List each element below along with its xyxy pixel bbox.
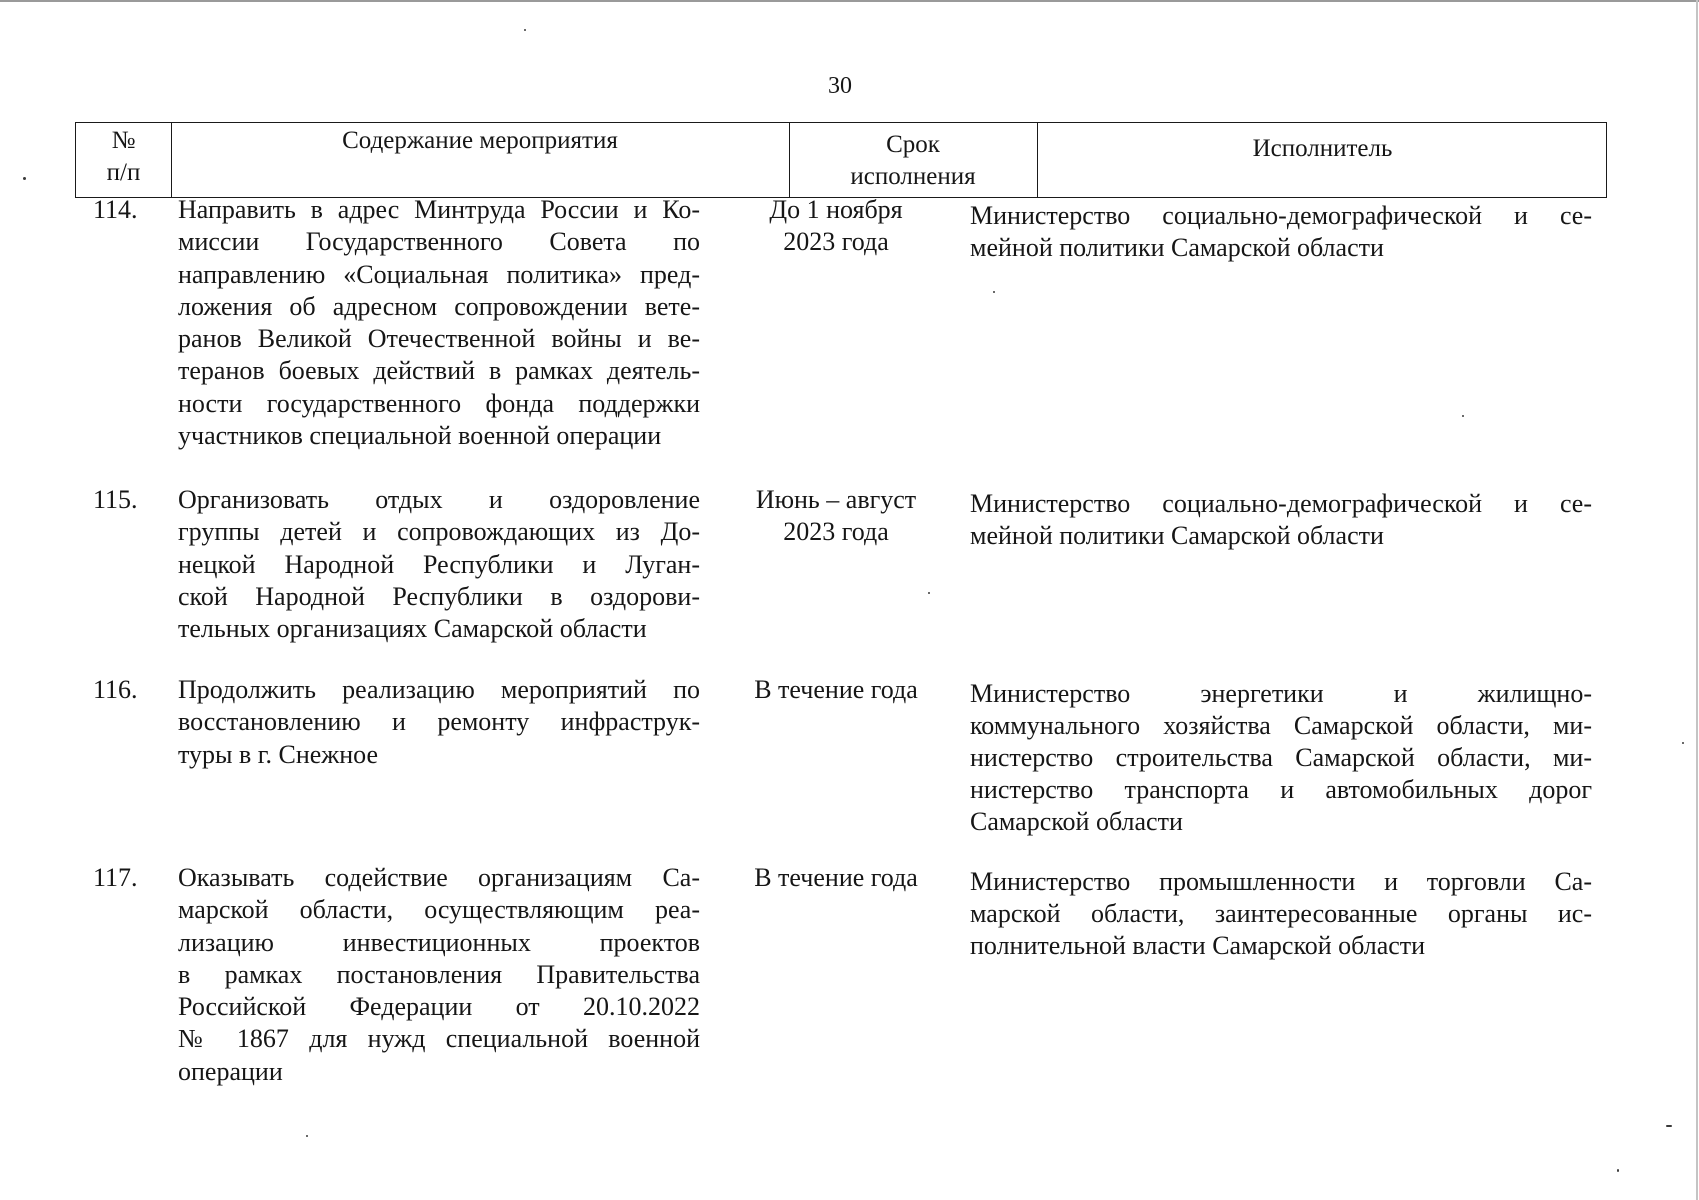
- executor-line: Министерство энергетики и жилищно-: [970, 679, 1592, 708]
- header-number-line: п/п: [106, 159, 141, 186]
- content-line: восстановлению и ремонту инфраструк-: [178, 707, 700, 737]
- term-line: В течение года: [754, 863, 918, 892]
- content-line: ранов Великой Отечественной войны и ве-: [178, 324, 700, 354]
- row-executor: [970, 678, 1592, 838]
- content-line: № 1867 для нужд специальной военной: [178, 1024, 700, 1054]
- term-line: В течение года: [754, 675, 918, 704]
- content-line: тельных организациях Самарской области: [178, 614, 647, 644]
- content-line: марской области, осуществляющим реа-: [178, 895, 700, 925]
- row-content: [178, 194, 700, 452]
- executor-line: мейной политики Самарской области: [970, 521, 1384, 550]
- row-executor: [970, 488, 1592, 552]
- header-term-line: исполнения: [850, 163, 976, 190]
- scan-speck: [928, 592, 930, 594]
- executor-line: Министерство промышленности и торговли Са-: [970, 867, 1592, 896]
- content-line: миссии Государственного Совета по: [178, 227, 700, 257]
- content-line: Направить в адрес Минтруда России и Ко-: [178, 195, 700, 224]
- content-line: направлению «Социальная политика» пред-: [178, 259, 700, 289]
- header-number: [76, 123, 171, 197]
- row-executor: [970, 866, 1592, 962]
- term-line: Июнь – август: [755, 485, 917, 514]
- executor-line: нистерство строительства Самарской области, ми-: [970, 743, 1592, 772]
- content-line: Продолжить реализацию мероприятий по: [178, 675, 700, 704]
- row-number: 117.: [93, 863, 138, 892]
- row-term: [728, 862, 944, 894]
- executor-line: Самарской области: [970, 807, 1183, 836]
- scan-speck: [1666, 1125, 1672, 1127]
- term-line: 2023 года: [783, 227, 889, 256]
- executor-line: полнительной власти Самарской области: [970, 931, 1426, 960]
- content-line: Организовать отдых и оздоровление: [178, 485, 700, 514]
- content-line: в рамках постановления Правительства: [178, 959, 700, 989]
- scan-speck: [23, 177, 26, 180]
- row-term: [728, 674, 944, 706]
- content-line: теранов боевых действий в рамках деятель-: [178, 356, 700, 386]
- executor-line: мейной политики Самарской области: [970, 233, 1384, 262]
- executor-line: Министерство социально-демографической и се-: [970, 201, 1592, 230]
- row-term: [728, 194, 944, 258]
- executor-line: коммунального хозяйства Самарской области, ми-: [970, 711, 1592, 740]
- content-line: туры в г. Снежное: [178, 739, 379, 769]
- content-line: группы детей и сопровождающих из До-: [178, 517, 700, 547]
- header-number-line: №: [111, 127, 136, 154]
- header-term: [789, 123, 1037, 197]
- term-line: 2023 года: [783, 517, 889, 546]
- row-term: [728, 484, 944, 548]
- content-line: ложения об адресном сопровождении вете-: [178, 291, 700, 321]
- content-line: Оказывать содействие организациям Са-: [178, 863, 700, 892]
- scan-edge-top: [0, 0, 1699, 2]
- row-content: [178, 674, 700, 771]
- scan-speck: [524, 29, 526, 31]
- header-content: Содержание мероприятия: [342, 127, 618, 154]
- executor-line: марской области, заинтересованные органы ис-: [970, 899, 1592, 928]
- header-term-line: Срок: [886, 131, 940, 158]
- content-line: участников специальной военной операции: [178, 421, 662, 451]
- scan-edge-right: [1696, 0, 1698, 1200]
- row-content: [178, 484, 700, 645]
- content-line: лизацию инвестиционных проектов: [178, 927, 700, 957]
- row-number: 114.: [93, 195, 138, 224]
- scan-speck: [1682, 742, 1684, 744]
- scan-speck: [993, 291, 995, 293]
- content-line: ности государственного фонда поддержки: [178, 388, 700, 418]
- row-executor: [970, 200, 1592, 264]
- page-number: 30: [828, 73, 852, 99]
- row-number: 116.: [93, 675, 138, 704]
- content-line: ской Народной Республики в оздорови-: [178, 581, 700, 611]
- header-executor: Исполнитель: [1252, 135, 1393, 162]
- content-line: Российской Федерации от 20.10.2022: [178, 992, 700, 1022]
- row-number: 115.: [93, 485, 138, 514]
- term-line: До 1 ноября: [769, 195, 903, 224]
- executor-line: Министерство социально-демографической и се-: [970, 489, 1592, 518]
- scan-speck: [1462, 415, 1464, 417]
- executor-line: нистерство транспорта и автомобильных дорог: [970, 775, 1592, 804]
- scan-speck: [1617, 1169, 1619, 1172]
- scan-speck: [306, 1135, 308, 1137]
- content-line: операции: [178, 1056, 283, 1086]
- table-header: [75, 122, 1607, 198]
- row-content: [178, 862, 700, 1088]
- content-line: нецкой Народной Республики и Луган-: [178, 549, 700, 579]
